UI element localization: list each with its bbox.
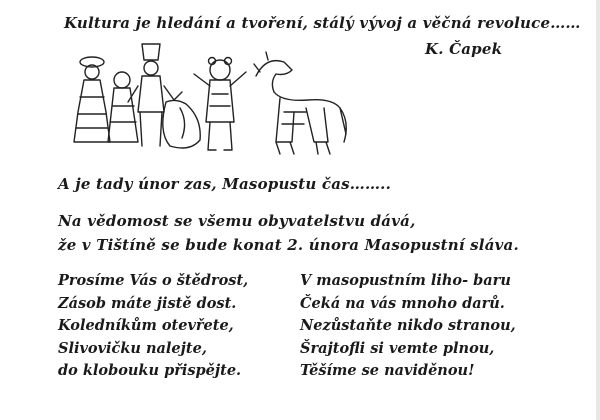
verse-line: Šrajtofli si vemte plnou, [300,339,495,357]
old-woman-figure-icon [108,72,138,142]
masopust-intro-line: A je tady únor zas, Masopustu čas…….. [58,175,392,193]
hat-figure-icon [128,44,174,146]
woman-figure-icon [74,57,110,142]
verse-line: V masopustním liho- baru [300,272,511,289]
event-date-line: že v Tištíně se bude konat 2. února Masopustní sláva. [58,236,519,254]
verse-line: Koledníkům otevřete, [58,317,234,334]
verse-left-column [58,270,248,383]
announcement-line: Na vědomost se všemu obyvatelstvu dává, [58,212,416,230]
verse-line: Slivovičku nalejte, [58,339,207,357]
verse-line: do klobouku přispějte. [58,362,242,379]
bear-figure-icon [194,58,246,151]
quote-author: K. Čapek [425,40,503,58]
verse-right-column [300,270,516,383]
masopust-figures-illustration [70,42,350,162]
verse-line: Čeká na vás mnoho darů. [300,294,505,312]
verse-line: Prosíme Vás o štědrost, [58,272,249,289]
verse-line: Těšíme se naviděnou! [300,362,475,379]
capek-quote: Kultura je hledání a tvoření, stálý vývoj a věčná revoluce…… [64,14,581,32]
horse-figure-icon [254,52,346,154]
verse-line: Nezůstaňte nikdo stranou, [300,317,516,334]
verse-line: Zásob máte jistě dost. [58,294,237,312]
scan-edge [596,0,600,420]
sack-icon [163,92,200,148]
